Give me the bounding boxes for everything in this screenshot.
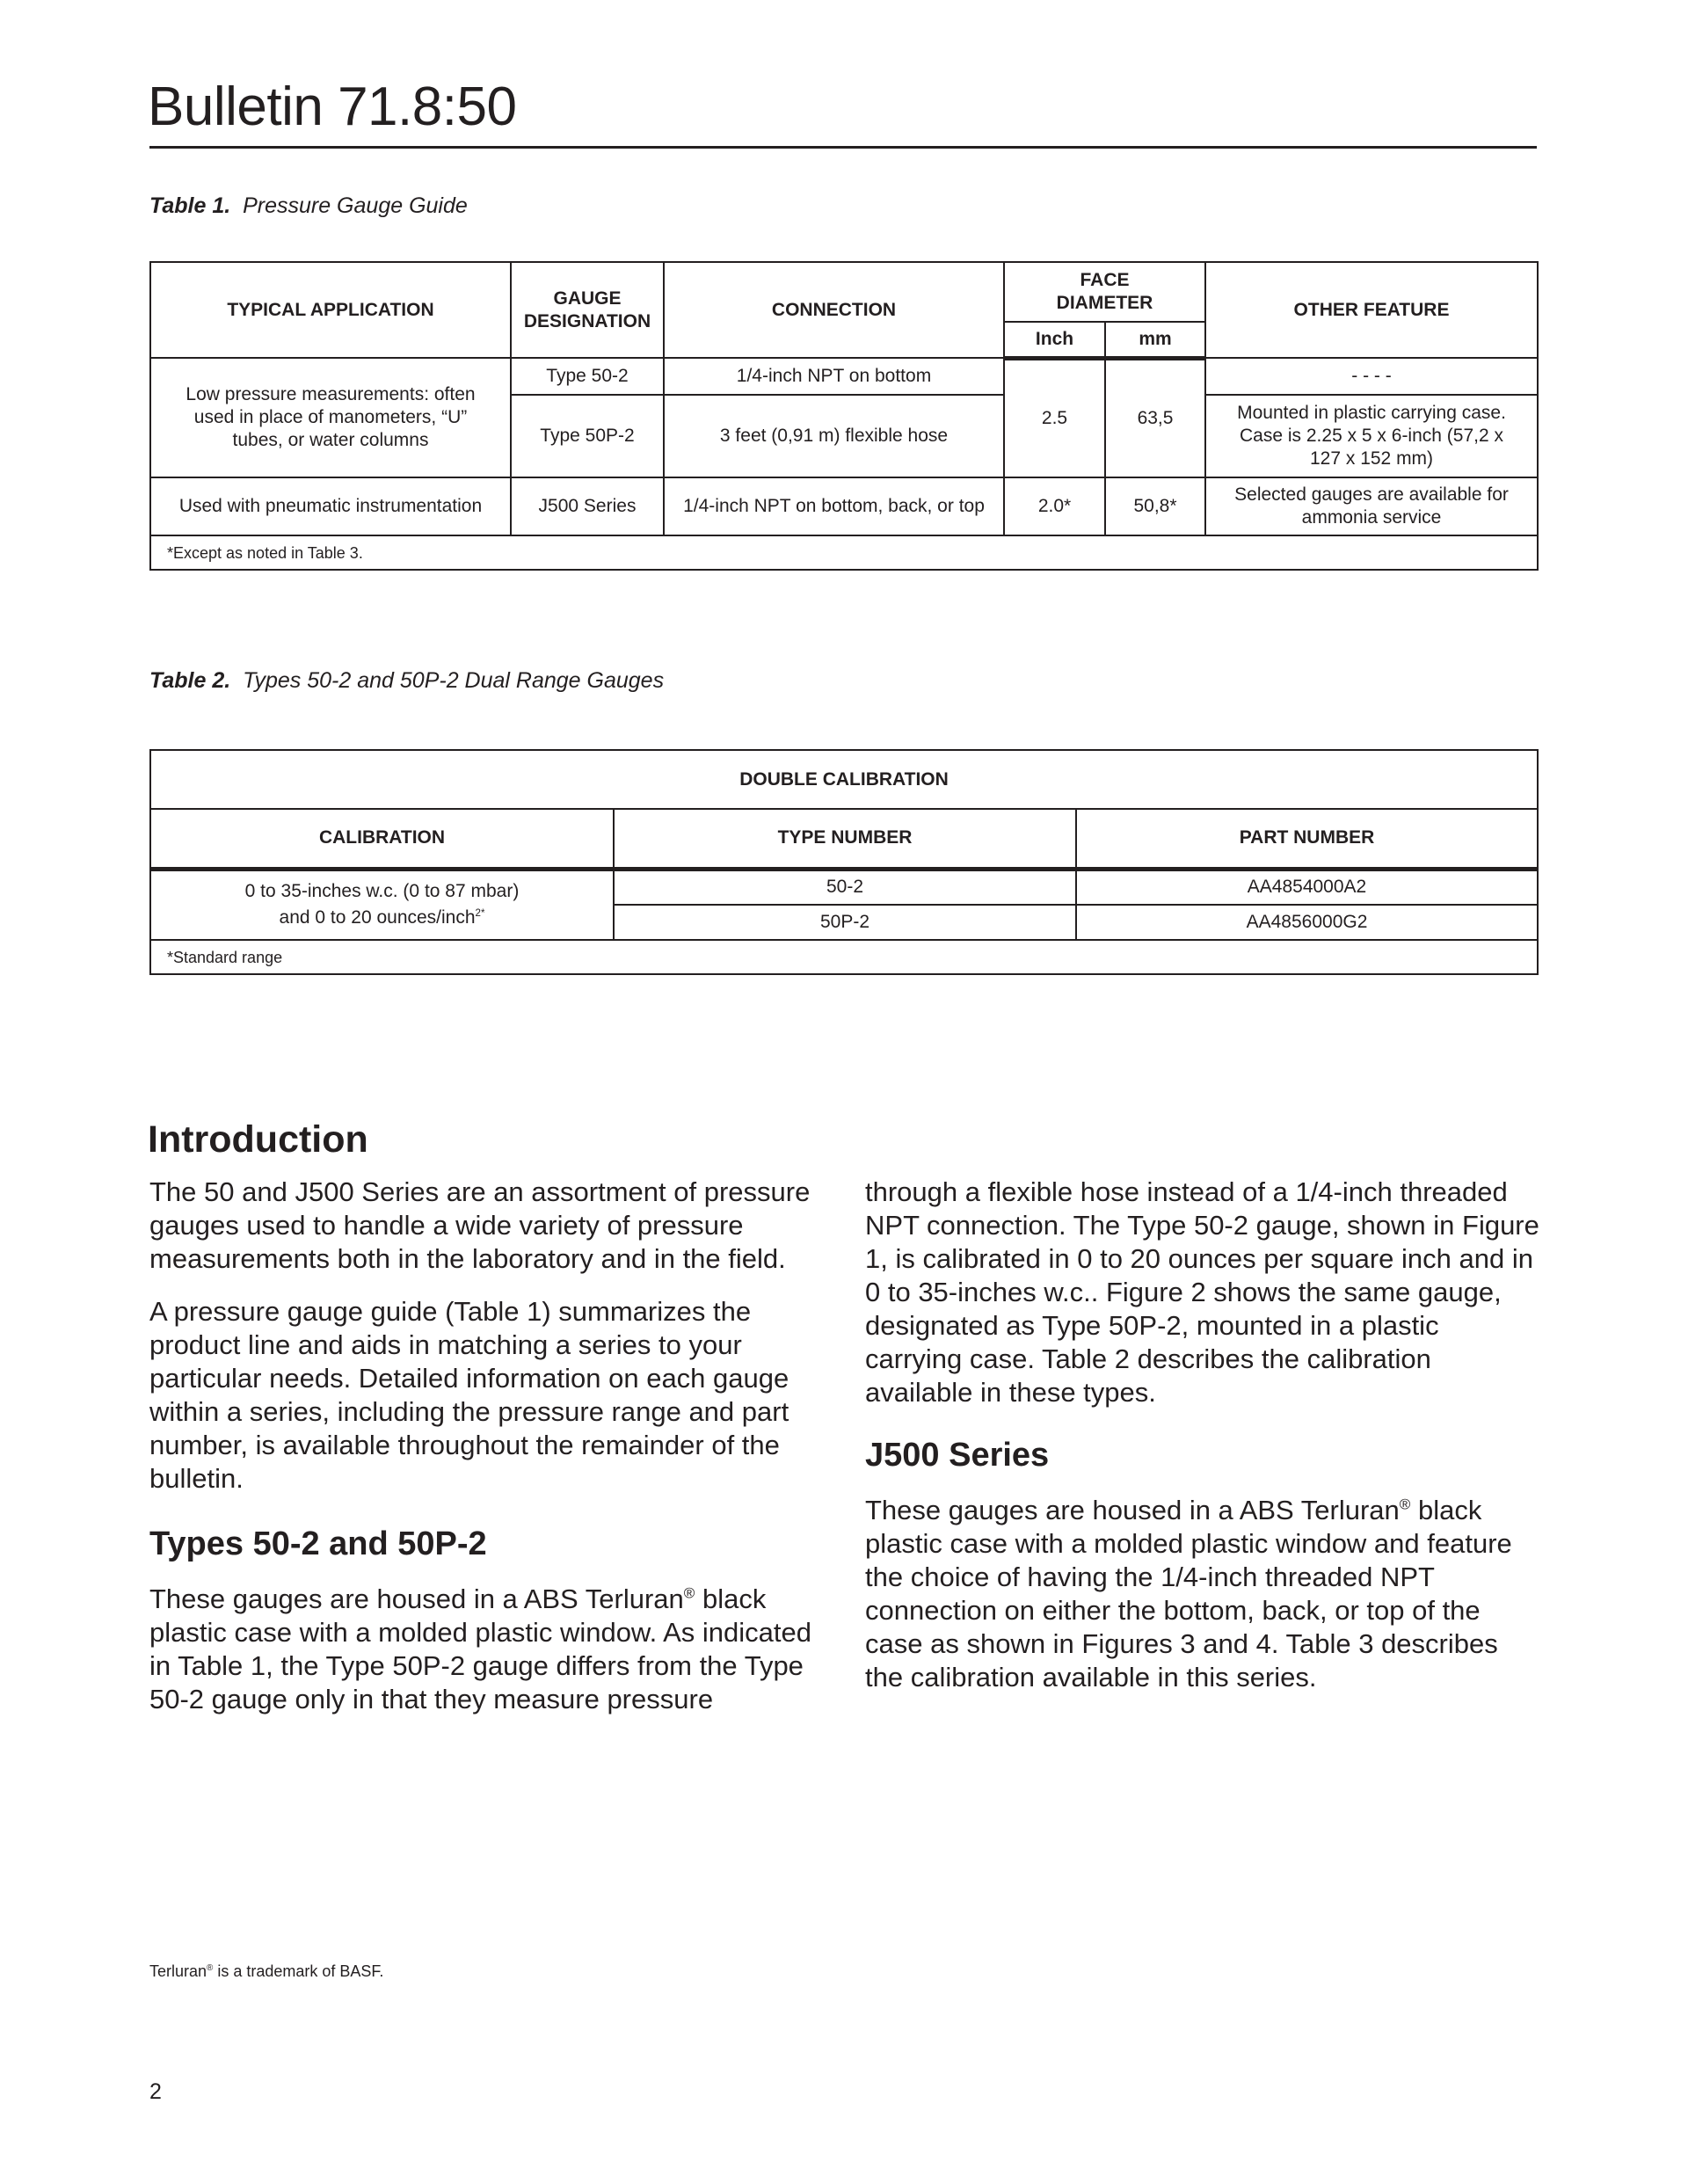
cell-designation: J500 Series [511, 477, 664, 535]
cell-connection: 3 feet (0,91 m) flexible hose [664, 395, 1004, 477]
header-part-number: PART NUMBER [1076, 809, 1538, 869]
types-paragraph-continued: through a flexible hose instead of a 1/4-inch threaded NPT connection. The Type 50-2 gauge, shown in Figure 1, is calibrated in 0 to 20 ounces per square inch and in 0 to 35-inches w.c.. Figure 2 shows the same gauge, designated as Type 50P-2, mounted in a plastic carrying case. Table 2 describes the calibration available in these types. [865, 1176, 1539, 1408]
cell-designation: Type 50P-2 [511, 395, 664, 477]
j500-section-heading: J500 Series [865, 1437, 1050, 1474]
table1-caption-text: Pressure Gauge Guide [243, 193, 468, 218]
types-section-heading: Types 50-2 and 50P-2 [149, 1525, 487, 1562]
cell-mm: 50,8* [1105, 477, 1205, 535]
table2-caption-label: Table 2. [149, 668, 231, 693]
registered-mark: ® [1399, 1496, 1411, 1513]
types-section-body [149, 1583, 835, 1736]
table1-footnote: *Except as noted in Table 3. [150, 535, 1538, 570]
pressure-gauge-guide-table [149, 261, 1539, 571]
calibration-superscript: 2* [475, 908, 485, 920]
header-gauge-designation: GAUGE DESIGNATION [511, 262, 664, 358]
cell-other: - - - - [1205, 358, 1538, 395]
cell-application: Low pressure measurements: often used in place of manometers, “U” tubes, or water columns [150, 358, 511, 477]
table1-caption-label: Table 1. [149, 193, 231, 218]
calibration-line-1: 0 to 35-inches w.c. (0 to 87 mbar) [244, 881, 520, 902]
registered-mark: ® [207, 1963, 214, 1973]
cell-connection: 1/4-inch NPT on bottom, back, or top [664, 477, 1004, 535]
table2-caption [149, 668, 664, 694]
header-inch: Inch [1004, 322, 1105, 358]
header-typical-application: TYPICAL APPLICATION [150, 262, 511, 358]
header-rule [149, 146, 1537, 149]
cell-type-number: 50P-2 [614, 905, 1076, 940]
cell-application: Used with pneumatic instrumentation [150, 477, 511, 535]
table-row [150, 477, 1538, 535]
types-paragraph-1: These gauges are housed in a ABS Terluran® black plastic case with a molded plastic window. As indicated in Table 1, the Type 50P-2 gauge differs from the Type 50-2 gauge only in that they measure pressure [149, 1583, 812, 1714]
trademark-footnote: Terluran® is a trademark of BASF. [149, 1962, 384, 1980]
cell-mm: 63,5 [1105, 358, 1205, 477]
cell-part-number: AA4854000A2 [1076, 869, 1538, 905]
cell-connection: 1/4-inch NPT on bottom [664, 358, 1004, 395]
table1-caption [149, 193, 468, 219]
j500-paragraph-1: These gauges are housed in a ABS Terluran® black plastic case with a molded plastic window and feature the choice of having the 1/4-inch threaded NPT connection on either the bottom, back, or top of the case as shown in Figures 3 and 4. Table 3 describes the calibration available in this series. [865, 1495, 1512, 1693]
introduction-paragraph-1: The 50 and J500 Series are an assortment of pressure gauges used to handle a wide variety of pressure measurements both in the laboratory and in the field. [149, 1176, 811, 1274]
introduction-body [149, 1176, 835, 1515]
table2-caption-text: Types 50-2 and 50P-2 Dual Range Gauges [243, 668, 665, 693]
cell-other: Mounted in plastic carrying case. Case is 2.25 x 5 x 6-inch (57,2 x 127 x 152 mm) [1205, 395, 1538, 477]
page-number: 2 [149, 2079, 162, 2104]
table-row [150, 869, 1538, 905]
calibration-line-2: and 0 to 20 ounces/inch [279, 907, 476, 928]
j500-section-body [865, 1494, 1542, 1714]
header-type-number: TYPE NUMBER [614, 809, 1076, 869]
cell-inch: 2.5 [1004, 358, 1105, 477]
bulletin-title: Bulletin 71.8:50 [148, 76, 517, 137]
cell-type-number: 50-2 [614, 869, 1076, 905]
registered-mark: ® [683, 1584, 695, 1602]
header-calibration: CALIBRATION [150, 809, 614, 869]
cell-designation: Type 50-2 [511, 358, 664, 395]
introduction-heading: Introduction [148, 1118, 368, 1161]
header-connection: CONNECTION [664, 262, 1004, 358]
header-face-diameter: FACE DIAMETER [1004, 262, 1205, 322]
introduction-paragraph-2: A pressure gauge guide (Table 1) summarizes the product line and aids in matching a series to your particular needs. Detailed information on each gauge within a series, including the pressure range and part number, is available throughout the remainder of the bulletin. [149, 1296, 789, 1494]
cell-other: Selected gauges are available for ammonia service [1205, 477, 1538, 535]
cell-calibration [150, 869, 614, 940]
table-row [150, 358, 1538, 395]
types-section-body-continued [865, 1176, 1542, 1429]
header-double-calibration: DOUBLE CALIBRATION [150, 750, 1538, 809]
cell-part-number: AA4856000G2 [1076, 905, 1538, 940]
header-other-feature: OTHER FEATURE [1205, 262, 1538, 358]
header-mm: mm [1105, 322, 1205, 358]
table2-footnote: *Standard range [150, 940, 1538, 974]
dual-range-gauges-table [149, 749, 1539, 975]
cell-inch: 2.0* [1004, 477, 1105, 535]
